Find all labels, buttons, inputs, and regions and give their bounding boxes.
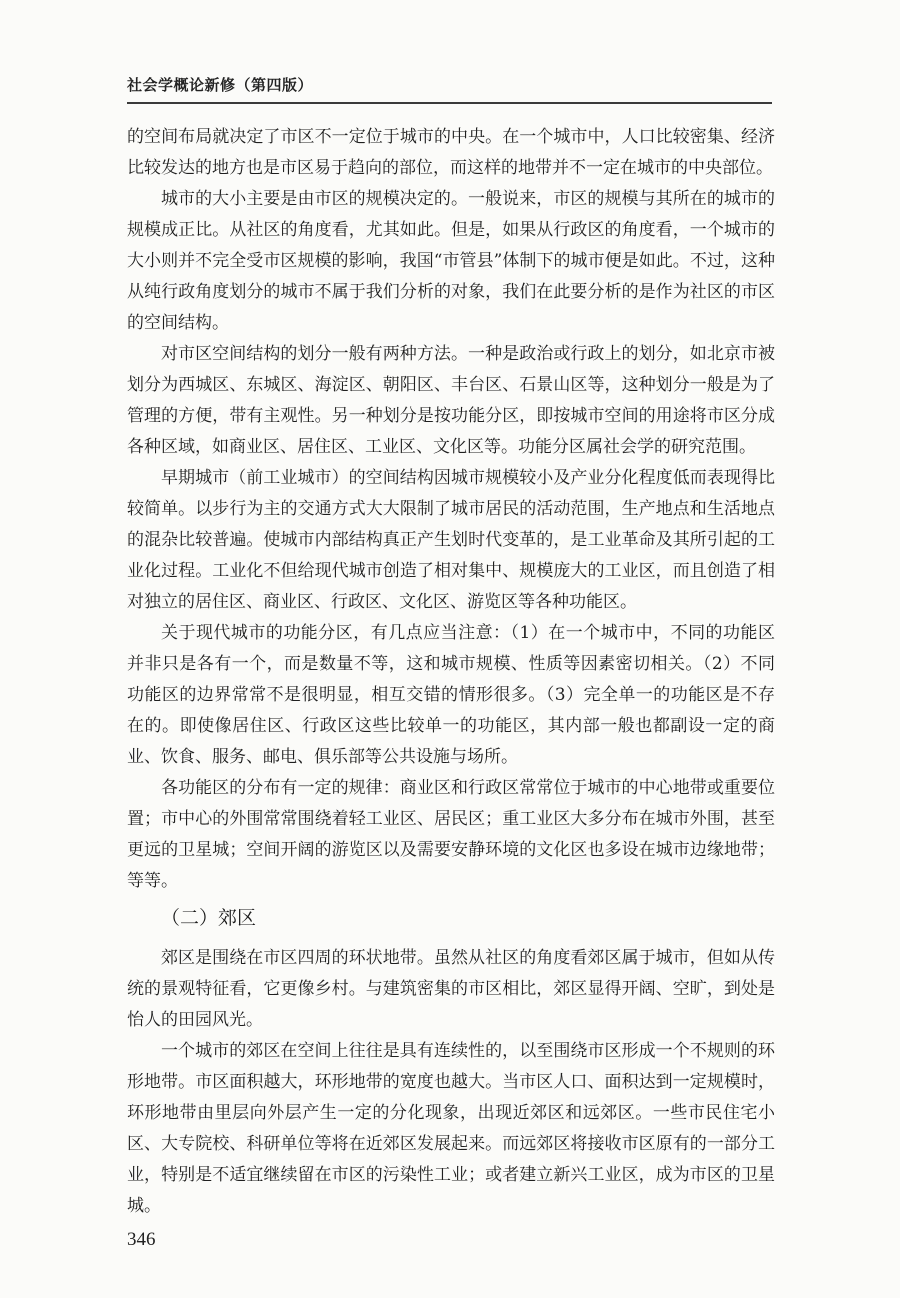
paragraph: 早期城市（前工业城市）的空间结构因城市规模较小及产业分化程度低而表现得比较简单。以步行为主的交通方式大大限制了城市居民的活动范围，生产地点和生活地点的混杂比较普遍。使城市内部结构真正产生划时代变革的，是工业革命及其所引起的工业化过程。工业化不但给现代城市创造了相对集中、规模庞大的工业区，而且创造了相对独立的居住区、商业区、行政区、文化区、游览区等各种功能区。 <box>127 468 775 612</box>
paragraph: 各功能区的分布有一定的规律：商业区和行政区常常位于城市的中心地带或重要位置；市中心的外围常常围绕着轻工业区、居民区；重工业区大多分布在城市外围，甚至更远的卫星城；空间开阔的游览区以及需要安静环境的文化区也多设在城市边缘地带；等等。 <box>127 778 775 891</box>
paragraph-continued: 的空间布局就决定了市区不一定位于城市的中央。在一个城市中，人口比较密集、经济比较发达的地方也是市区易于趋向的部位，而这样的地带并不一定在城市的中央部位。 <box>127 127 775 178</box>
running-header: 社会学概论新修（第四版） <box>127 76 314 94</box>
paragraph: 关于现代城市的功能分区，有几点应当注意：（1）在一个城市中，不同的功能区并非只是各有一个，而是数量不等，这和城市规模、性质等因素密切相关。（2）不同功能区的边界常常不是很明显，相互交错的情形很多。（3）完全单一的功能区是不存在的。即使像居住区、行政区这些比较单一的功能区，其内部一般也都副设一定的商业、饮食、服务、邮电、俱乐部等公共设施与场所。 <box>127 623 775 767</box>
page-content <box>127 122 775 1222</box>
paragraph: 郊区是围绕在市区四周的环状地带。虽然从社区的角度看郊区属于城市，但如从传统的景观特征看，它更像乡村。与建筑密集的市区相比，郊区显得开阔、空旷，到处是怡人的田园风光。 <box>127 948 775 1030</box>
page-number: 346 <box>127 1229 156 1250</box>
section-heading: （二）郊区 <box>161 907 257 929</box>
paragraph: 一个城市的郊区在空间上往往是具有连续性的，以至围绕市区形成一个不规则的环形地带。市区面积越大，环形地带的宽度也越大。当市区人口、面积达到一定规模时，环形地带由里层向外层产生一定的分化现象，出现近郊区和远郊区。一些市民住宅小区、大专院校、科研单位等将在近郊区发展起来。而远郊区将接收市区原有的一部分工业，特别是不适宜继续留在市区的污染性工业；或者建立新兴工业区，成为市区的卫星城。 <box>127 1041 775 1216</box>
header-rule <box>127 102 772 104</box>
paragraph: 对市区空间结构的划分一般有两种方法。一种是政治或行政上的划分，如北京市被划分为西城区、东城区、海淀区、朝阳区、丰台区、石景山区等，这种划分一般是为了管理的方便，带有主观性。另一种划分是按功能分区，即按城市空间的用途将市区分成各种区域，如商业区、居住区、工业区、文化区等。功能分区属社会学的研究范围。 <box>127 344 775 457</box>
paragraph: 城市的大小主要是由市区的规模决定的。一般说来，市区的规模与其所在的城市的规模成正比。从社区的角度看，尤其如此。但是，如果从行政区的角度看，一个城市的大小则并不完全受市区规模的影响，我国“市管县”体制下的城市便是如此。不过，这种从纯行政角度划分的城市不属于我们分析的对象，我们在此要分析的是作为社区的市区的空间结构。 <box>127 189 775 333</box>
